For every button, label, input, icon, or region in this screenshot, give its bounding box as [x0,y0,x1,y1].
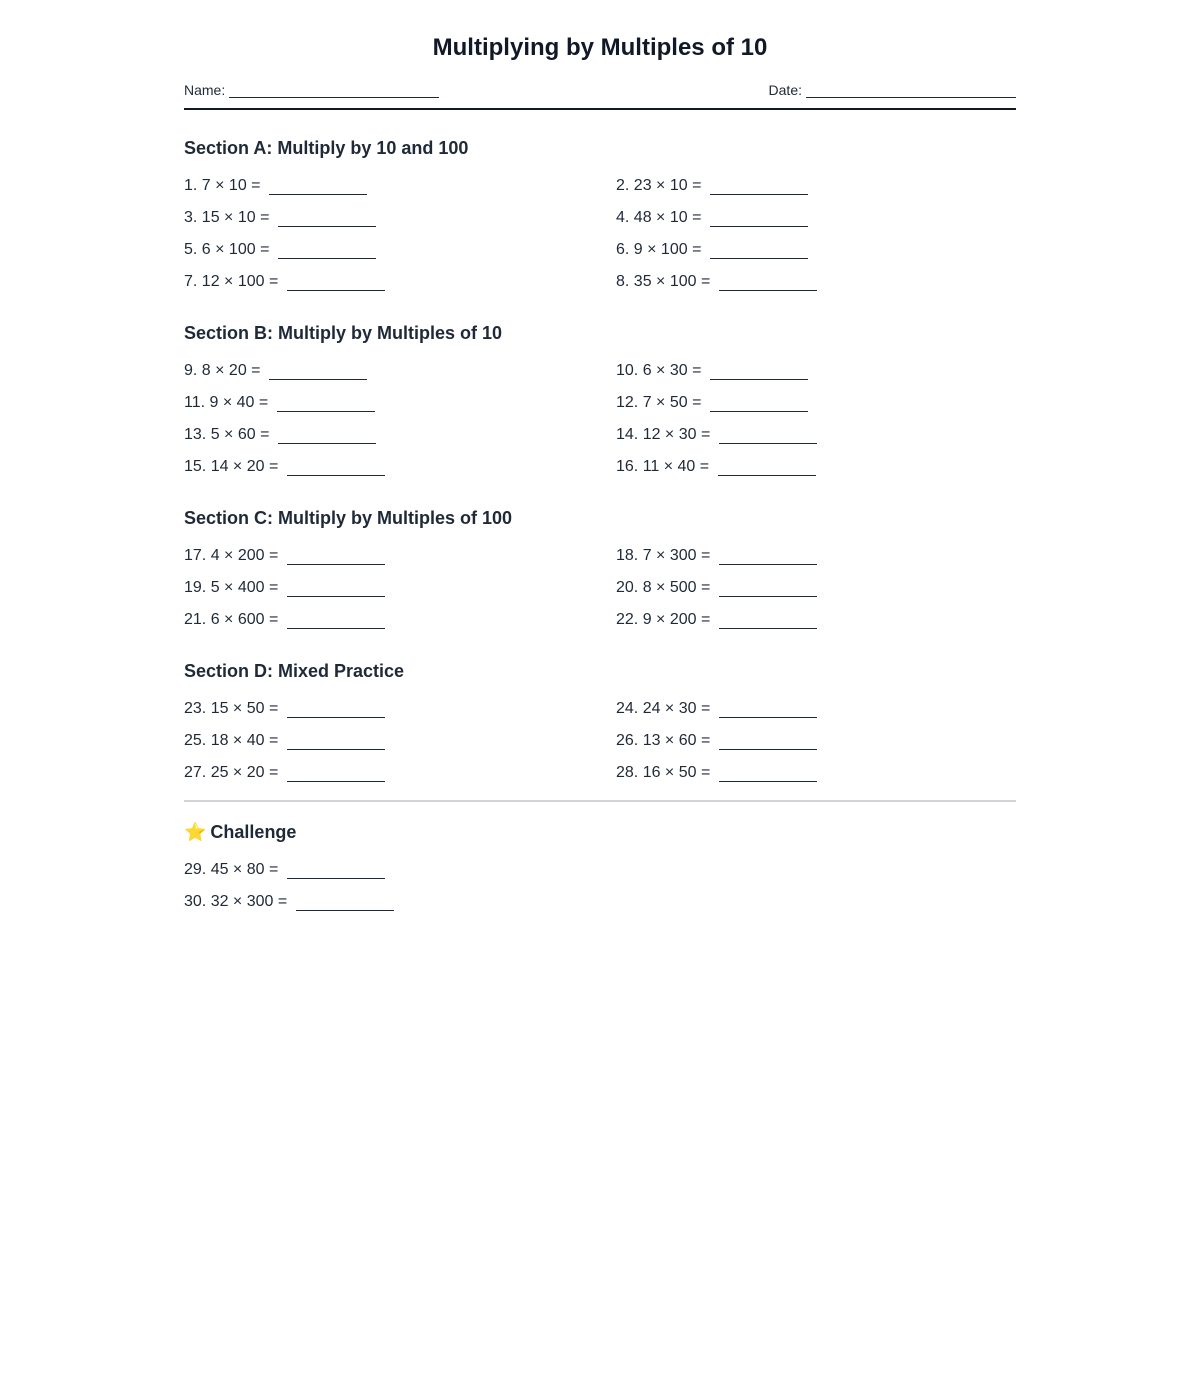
date-label: Date: [768,82,802,98]
problem-item [616,360,1016,392]
problem-text: 5. 6 × 100 = [184,241,274,258]
answer-blank[interactable] [296,891,394,911]
problem-item [184,762,616,794]
problem-text: 29. 45 × 80 = [184,861,283,878]
problem-text: 24. 24 × 30 = [616,700,715,717]
problem-item [616,271,1016,303]
answer-blank[interactable] [719,577,817,597]
problem-text: 28. 16 × 50 = [616,764,715,781]
problem-item [184,609,616,641]
worksheet [184,0,1016,923]
problem-text: 8. 35 × 100 = [616,273,715,290]
answer-blank[interactable] [287,609,385,629]
name-label: Name: [184,82,226,98]
problem-text: 10. 6 × 30 = [616,362,706,379]
problem-item [184,392,616,424]
answer-blank[interactable] [719,730,817,750]
answer-blank[interactable] [287,545,385,565]
answer-blank[interactable] [277,392,375,412]
answer-blank[interactable] [719,271,817,291]
section-d [184,660,1016,794]
section-b [184,322,1016,488]
problem-item [616,762,1016,794]
section-title: Section B: Multiply by Multiples of 10 [184,323,503,343]
problem-item [616,698,1016,730]
answer-blank[interactable] [287,859,385,879]
answer-blank[interactable] [710,175,808,195]
answer-blank[interactable] [719,424,817,444]
problem-item [616,392,1016,424]
problem-text: 3. 15 × 10 = [184,209,274,226]
problem-text: 22. 9 × 200 = [616,611,715,628]
problem-item [184,424,616,456]
problem-grid [184,360,1016,488]
problem-text: 23. 15 × 50 = [184,700,283,717]
date-blank[interactable] [806,82,1016,98]
problem-item [184,456,616,488]
problem-item [184,207,616,239]
problem-item [616,456,1016,488]
problem-text: 30. 32 × 300 = [184,893,292,910]
answer-blank[interactable] [719,545,817,565]
answer-blank[interactable] [278,207,376,227]
problem-text: 19. 5 × 400 = [184,579,283,596]
problem-grid [184,175,1016,303]
problem-item [616,175,1016,207]
answer-blank[interactable] [278,424,376,444]
answer-blank[interactable] [287,456,385,476]
problem-text: 25. 18 × 40 = [184,732,283,749]
problem-item [184,859,1016,891]
problem-text: 9. 8 × 20 = [184,362,265,379]
problem-item [616,424,1016,456]
problem-text: 11. 9 × 40 = [184,394,273,411]
answer-blank[interactable] [710,207,808,227]
problem-item [616,545,1016,577]
problem-text: 17. 4 × 200 = [184,547,283,564]
page-title: Multiplying by Multiples of 10 [432,34,768,61]
problem-item [184,360,616,392]
section-title: Section C: Multiply by Multiples of 100 [184,508,513,528]
problem-grid [184,545,1016,641]
challenge-title-text: Challenge [210,822,297,842]
section-a [184,137,1016,303]
answer-blank[interactable] [710,239,808,259]
problem-item [184,730,616,762]
problem-text: 1. 7 × 10 = [184,177,265,194]
problem-text: 12. 7 × 50 = [616,394,706,411]
answer-blank[interactable] [287,730,385,750]
answer-blank[interactable] [287,577,385,597]
challenge-title [184,821,1016,843]
problem-item [616,239,1016,271]
problem-text: 4. 48 × 10 = [616,209,706,226]
name-blank[interactable] [229,82,439,98]
problem-grid [184,698,1016,794]
answer-blank[interactable] [269,175,367,195]
answer-blank[interactable] [287,762,385,782]
section-title: Section A: Multiply by 10 and 100 [184,138,469,158]
answer-blank[interactable] [710,360,808,380]
problem-text: 21. 6 × 600 = [184,611,283,628]
challenge-section [184,821,1016,923]
problem-text: 27. 25 × 20 = [184,764,283,781]
section-title: Section D: Mixed Practice [184,661,405,681]
answer-blank[interactable] [719,609,817,629]
problem-item [616,577,1016,609]
section-c [184,507,1016,641]
problem-text: 6. 9 × 100 = [616,241,706,258]
answer-blank[interactable] [710,392,808,412]
problem-text: 14. 12 × 30 = [616,426,715,443]
problem-text: 20. 8 × 500 = [616,579,715,596]
challenge-list [184,859,1016,923]
problem-item [184,577,616,609]
answer-blank[interactable] [278,239,376,259]
section-divider [184,800,1016,802]
answer-blank[interactable] [719,762,817,782]
problem-item [616,207,1016,239]
answer-blank[interactable] [287,271,385,291]
answer-blank[interactable] [269,360,367,380]
answer-blank[interactable] [718,456,816,476]
problem-item [184,239,616,271]
problem-text: 7. 12 × 100 = [184,273,283,290]
worksheet-header [184,82,1016,110]
answer-blank[interactable] [287,698,385,718]
problem-item [184,891,1016,923]
problem-item [616,609,1016,641]
problem-text: 18. 7 × 300 = [616,547,715,564]
problem-item [616,730,1016,762]
star-icon: ⭐ [184,822,207,842]
problem-item [184,545,616,577]
problem-text: 2. 23 × 10 = [616,177,706,194]
problem-text: 16. 11 × 40 = [616,458,714,475]
problem-text: 26. 13 × 60 = [616,732,715,749]
problem-item [184,175,616,207]
problem-text: 15. 14 × 20 = [184,458,283,475]
name-field[interactable] [184,82,439,98]
problem-text: 13. 5 × 60 = [184,426,274,443]
date-field[interactable] [769,82,1016,98]
problem-item [184,271,616,303]
problem-item [184,698,616,730]
answer-blank[interactable] [719,698,817,718]
